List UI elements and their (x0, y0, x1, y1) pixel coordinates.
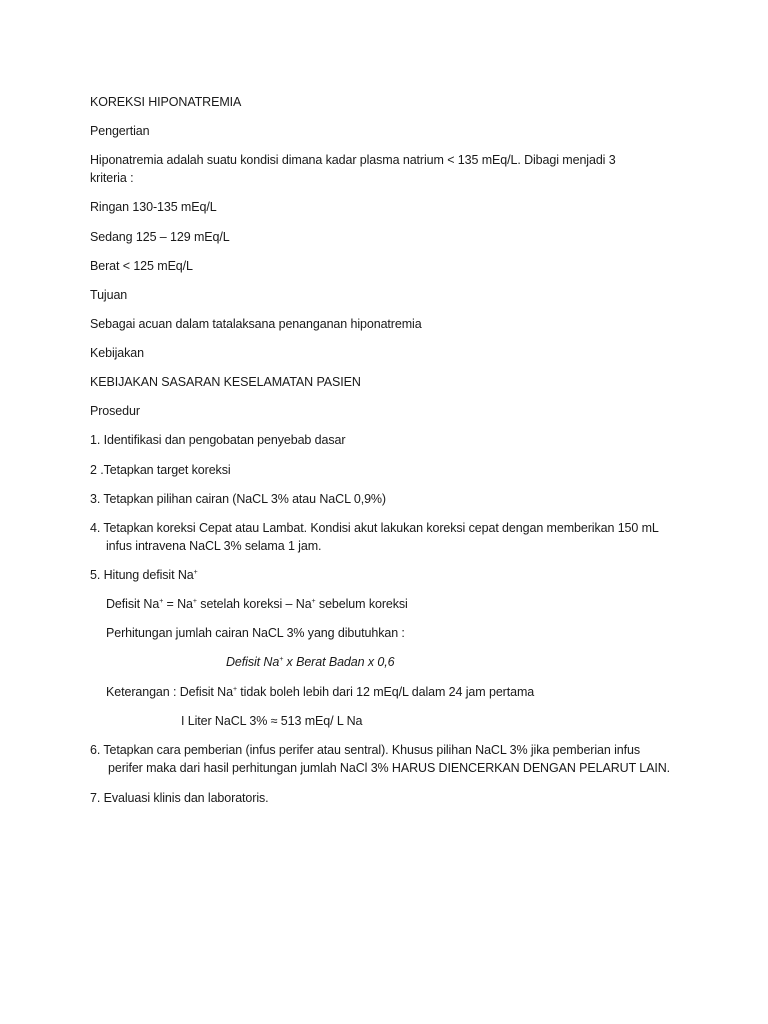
prosedur-step-5 (90, 567, 198, 583)
kebijakan-text: KEBIJAKAN SASARAN KESELAMATAN PASIEN (90, 375, 361, 389)
defisit-formula (106, 596, 408, 612)
defisit-part-d: sebelum koreksi (315, 597, 408, 611)
plus-superscript: + (159, 598, 164, 605)
pengertian-text-line1: Hiponatremia adalah suatu kondisi dimana kadar plasma natrium < 135 mEq/L. Dibagi menjadi 3 (90, 153, 616, 167)
pengertian-heading: Pengertian (90, 124, 150, 138)
plus-superscript: + (193, 569, 198, 576)
tujuan-heading: Tujuan (90, 288, 128, 302)
plus-superscript: + (279, 656, 284, 663)
kriteria-sedang: Sedang 125 – 129 mEq/L (90, 230, 230, 244)
plus-superscript: + (192, 598, 197, 605)
prosedur-step-3: 3. Tetapkan pilihan cairan (NaCL 3% atau NaCL 0,9%) (90, 492, 386, 506)
kebijakan-heading: Kebijakan (90, 346, 145, 360)
prosedur-step-1: 1. Identifikasi dan pengobatan penyebab dasar (90, 433, 346, 447)
formula-part-a: Defisit Na (226, 655, 280, 669)
prosedur-step-4-line1: 4. Tetapkan koreksi Cepat atau Lambat. Kondisi akut lakukan koreksi cepat dengan memberikan 150 mL (90, 521, 659, 535)
calculation-formula (226, 654, 394, 670)
defisit-part-c: setelah koreksi – Na (196, 597, 312, 611)
keterangan-part-b: tidak boleh lebih dari 12 mEq/L dalam 24 jam pertama (236, 685, 535, 699)
keterangan-part-a: Keterangan : Defisit Na (106, 685, 233, 699)
prosedur-step-2: 2 .Tetapkan target koreksi (90, 463, 231, 477)
step-5-text: 5. Hitung defisit Na (90, 568, 194, 582)
kriteria-ringan: Ringan 130-135 mEq/L (90, 200, 217, 214)
prosedur-step-6-line2: perifer maka dari hasil perhitungan jumlah NaCl 3% HARUS DIENCERKAN DENGAN PELARUT LAIN. (108, 761, 671, 775)
formula-part-b: x Berat Badan x 0,6 (283, 655, 395, 669)
plus-superscript: + (311, 598, 316, 605)
prosedur-heading: Prosedur (90, 404, 140, 418)
tujuan-text: Sebagai acuan dalam tatalaksana penanganan hiponatremia (90, 317, 422, 331)
prosedur-step-6-line1: 6. Tetapkan cara pemberian (infus perifer atau sentral). Khusus pilihan NaCL 3% jika pemberian infus (90, 743, 641, 757)
kriteria-berat: Berat < 125 mEq/L (90, 259, 193, 273)
defisit-part-b: = Na (163, 597, 193, 611)
pengertian-text-line2: kriteria : (90, 171, 134, 185)
keterangan-text (106, 684, 534, 700)
document-title: KOREKSI HIPONATREMIA (90, 95, 242, 109)
plus-superscript: + (232, 686, 237, 693)
perhitungan-text: Perhitungan jumlah cairan NaCL 3% yang dibutuhkan : (106, 626, 405, 640)
defisit-part-a: Defisit Na (106, 597, 160, 611)
liter-conversion: I Liter NaCL 3% ≈ 513 mEq/ L Na (181, 714, 363, 728)
prosedur-step-4-line2: infus intravena NaCL 3% selama 1 jam. (106, 539, 322, 553)
prosedur-step-7: 7. Evaluasi klinis dan laboratoris. (90, 791, 269, 805)
